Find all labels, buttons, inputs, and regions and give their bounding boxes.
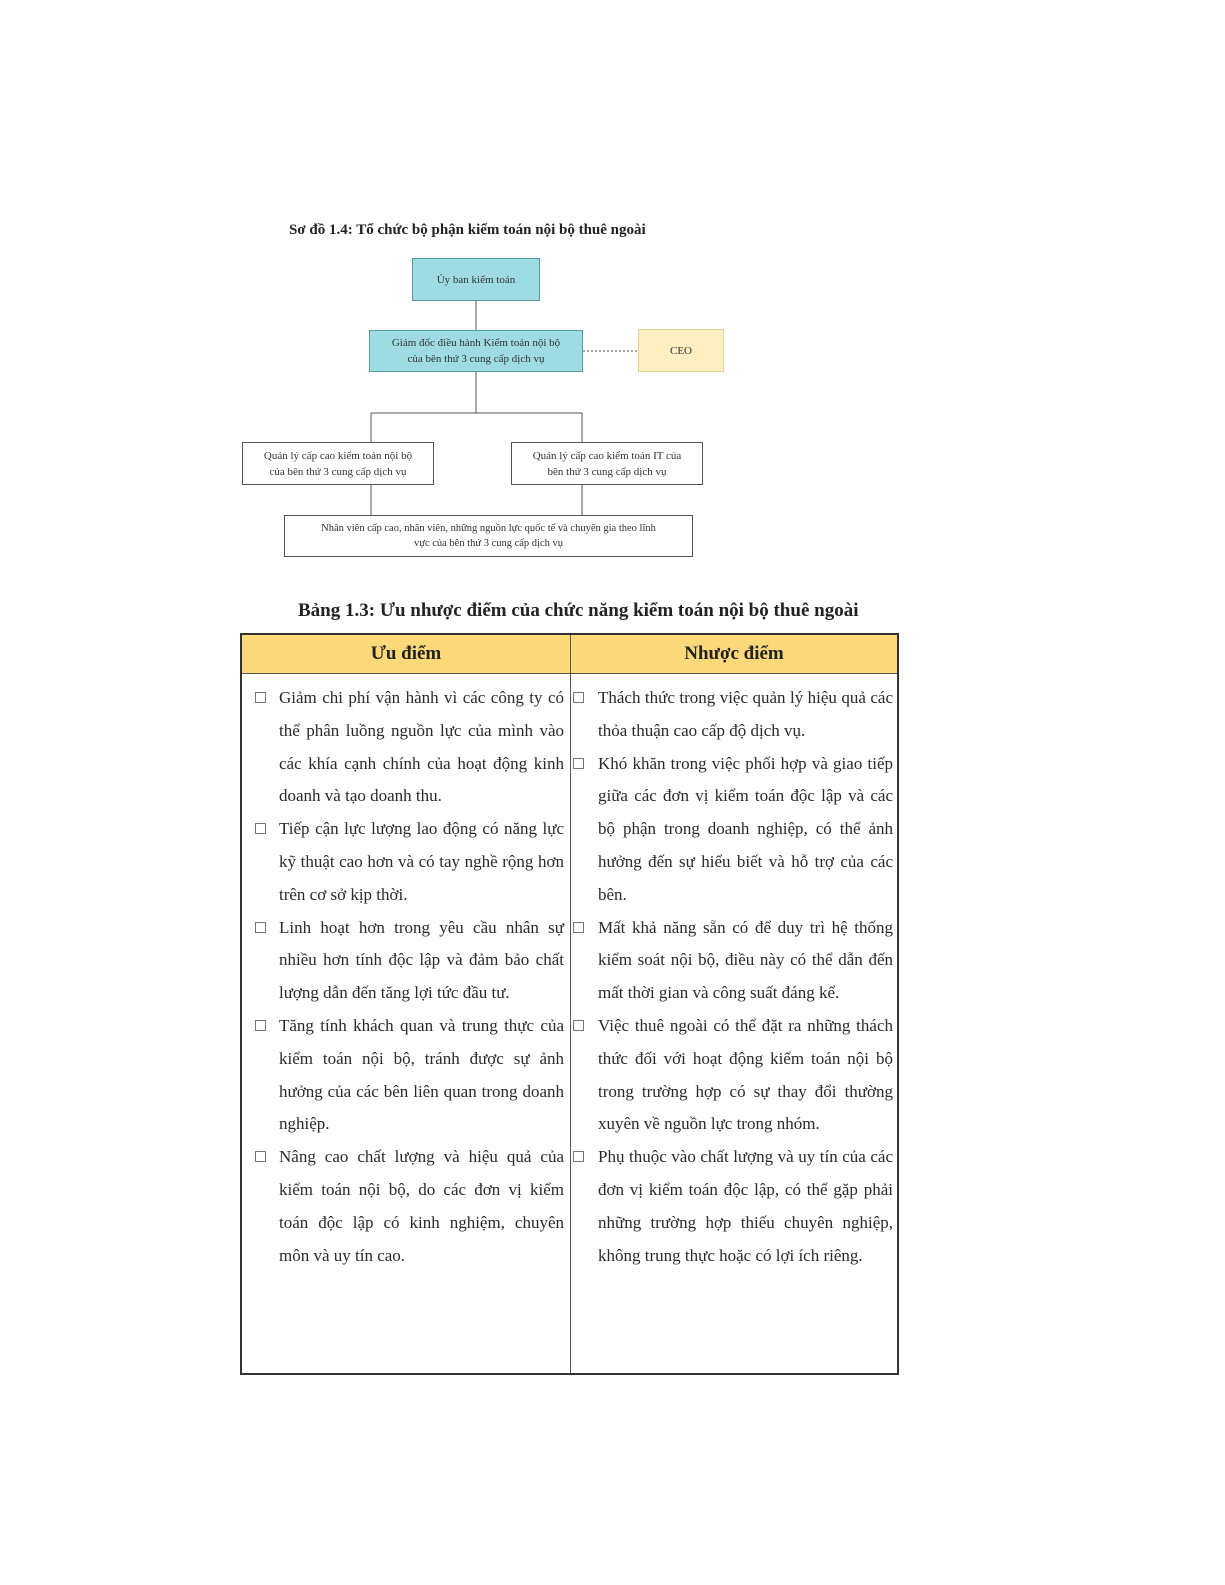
disadvantage-text: Thách thức trong việc quản lý hiệu quả các thỏa thuận cao cấp độ dịch vụ. [598, 688, 893, 740]
checkbox-bullet-icon [255, 922, 266, 933]
node-ceo: CEO [638, 329, 724, 372]
pros-cons-table [240, 633, 899, 1375]
advantage-text: Tăng tính khách quan và trung thực của kiểm toán nội bộ, tránh được sự ảnh hưởng của các bên liên quan trong doanh nghiệp. [279, 1015, 564, 1134]
disadvantage-item [573, 912, 893, 1010]
disadvantage-item [573, 748, 893, 912]
disadvantage-item [573, 682, 893, 748]
disadvantage-text: Phụ thuộc vào chất lượng và uy tín của các đơn vị kiểm toán độc lập, có thể gặp phải những trường hợp thiếu chuyên nghiệp, không trung thực hoặc có lợi ích riêng. [598, 1147, 893, 1265]
advantage-text: Linh hoạt hơn trong yêu cầu nhân sự nhiều hơn tính độc lập và đảm bảo chất lượng dẫn đến tăng lợi tức đầu tư. [279, 917, 564, 1003]
advantage-text: Tiếp cận lực lượng lao động có năng lực kỹ thuật cao hơn và có tay nghề rộng hơn trên cơ sở kịp thời. [279, 819, 564, 904]
advantage-item [254, 912, 564, 1010]
advantage-text: Nâng cao chất lượng và hiệu quả của kiểm toán nội bộ, do các đơn vị kiểm toán độc lập có kinh nghiệm, chuyên môn và uy tín cao. [279, 1147, 564, 1265]
diagram-title: Sơ đồ 1.4: Tổ chức bộ phận kiểm toán nội bộ thuê ngoài [289, 222, 646, 238]
org-chart-connectors [0, 0, 1225, 600]
advantage-item [254, 682, 564, 813]
node-audit-committee: Ủy ban kiểm toán [412, 258, 540, 301]
checkbox-bullet-icon [255, 692, 266, 703]
column-divider [570, 635, 571, 1373]
disadvantages-column [573, 674, 893, 1272]
node-staff-and-experts: Nhân viên cấp cao, nhân viên, những nguồn lực quốc tế và chuyên gia theo lĩnh vực của bên thứ 3 cung cấp dịch vụ [284, 515, 693, 557]
checkbox-bullet-icon [255, 1151, 266, 1162]
disadvantage-text: Khó khăn trong việc phối hợp và giao tiếp giữa các đơn vị kiểm toán độc lập và các bộ phận trong doanh nghiệp, có thể ảnh hưởng đến sự hiểu biết và hỗ trợ của các bên. [598, 753, 893, 904]
checkbox-bullet-icon [255, 823, 266, 834]
node-executive-director: Giám đốc điều hành Kiểm toán nội bộ của bên thứ 3 cung cấp dịch vụ [369, 330, 583, 372]
checkbox-bullet-icon [573, 692, 584, 703]
node-senior-internal-audit-manager: Quản lý cấp cao kiểm toán nội bộ của bên thứ 3 cung cấp dịch vụ [242, 442, 434, 485]
checkbox-bullet-icon [573, 758, 584, 769]
checkbox-bullet-icon [573, 1151, 584, 1162]
column-header-disadvantages: Nhược điểm [571, 635, 897, 674]
advantages-column [254, 674, 564, 1272]
checkbox-bullet-icon [573, 1020, 584, 1031]
advantage-text: Giảm chi phí vận hành vì các công ty có thể phân luồng nguồn lực của mình vào các khía cạnh chính của hoạt động kinh doanh và tạo doanh thu. [279, 688, 564, 806]
column-header-advantages: Ưu điểm [242, 635, 571, 674]
disadvantage-text: Mất khả năng sẵn có để duy trì hệ thống kiểm soát nội bộ, điều này có thể dẫn đến mất thời gian và công suất đáng kể. [598, 917, 893, 1003]
advantage-item [254, 1141, 564, 1272]
checkbox-bullet-icon [573, 922, 584, 933]
checkbox-bullet-icon [255, 1020, 266, 1031]
node-senior-it-audit-manager: Quản lý cấp cao kiểm toán IT của bên thứ 3 cung cấp dịch vụ [511, 442, 703, 485]
disadvantage-text: Việc thuê ngoài có thể đặt ra những thách thức đối với hoạt động kiểm toán nội bộ trong trường hợp có sự thay đổi thường xuyên về nguồn lực trong nhóm. [598, 1015, 893, 1134]
disadvantage-item [573, 1141, 893, 1272]
table-title: Bảng 1.3: Ưu nhược điểm của chức năng kiểm toán nội bộ thuê ngoài [298, 600, 859, 621]
disadvantage-item [573, 1010, 893, 1141]
advantage-item [254, 1010, 564, 1141]
advantage-item [254, 813, 564, 911]
